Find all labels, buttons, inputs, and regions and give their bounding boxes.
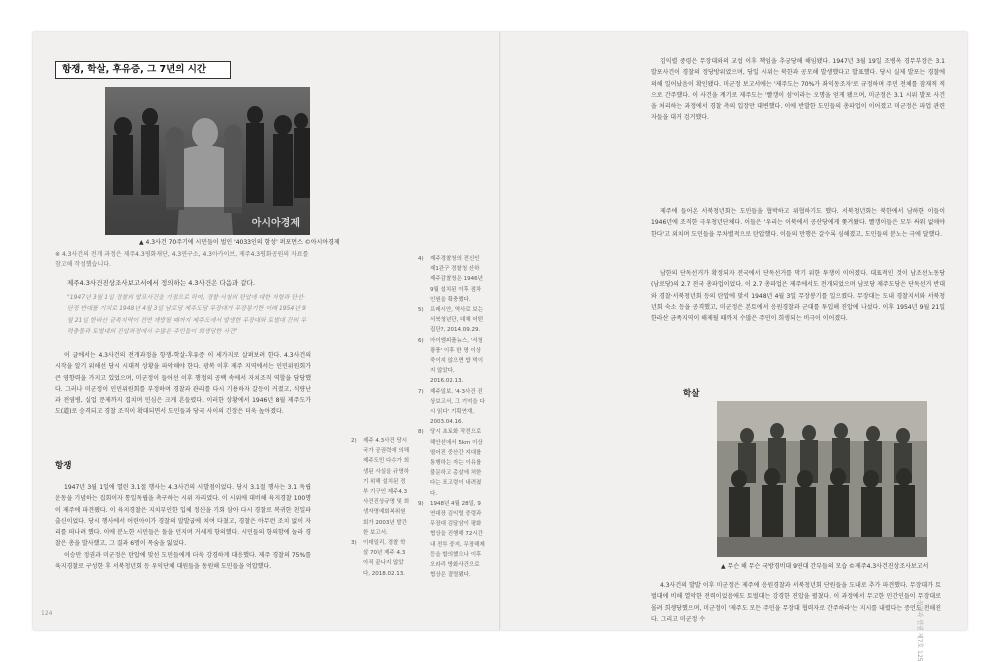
right-paragraph-3: 남한의 단독선거가 확정되자 전국에서 단독선거를 막기 위한 투쟁이 이어졌다. 대표적인 것이 남조선노동당(남로당)의 2.7 전국 총파업이었다. 이 2.7 총파업은 제주에서도 전개되었으며 남로당 제주도당은 단독선거 반대와 경찰·서북청년회 등의 탄압에 맞서 1948년 4월 3일 무장봉기를 일으켰다. 무장대는 도내 경찰지서와 서북청년회 숙소 등을 공격했고, 미군정은 본토에서 응원경찰과 군대를 투입해 진압에 나섰다. 이후 1954년 9월 21일 한라산 금족지역이 해제될 때까지 수많은 주민이 희생되는 비극이 이어졌다. (651, 270, 945, 323)
footnote: 7) 제주일보, '4·3사건 진상보고서, 그 기억을 다시 읽다' 기획연재, 2003.04.16. (418, 388, 485, 426)
protest-performance-photo (105, 87, 310, 235)
running-head: 공익과 인권 제7호 (916, 600, 923, 649)
resistance-paragraph-2: 이승만 정권과 미군정은 탄압에 맞선 도민들에게 더욱 강경하게 대응했다. 제주 경찰의 75%를 육지경찰로 구성한 후 서북청년회 등 우익단체 대원들을 동원해 도민들을 억압했다. (55, 551, 311, 571)
resistance-paragraph-1: 1947년 3월 1일에 열린 3.1절 행사는 4.3사건의 시발점이었다. 당시 3.1절 행사는 3.1 독립운동을 기념하는 집회이자 통일독립을 촉구하는 시위 자리였다. 이 시위에 대비해 육지경찰 100명이 제주에 파견됐다. 이 육지경찰은 지치부인한 입체 정신을 기회 삼아 다시 경찰로 복귀한 친일파 출신이었다. 당시 행사에서 어린아이가 경찰의 말발굽에 치여 다쳤고, 경찰은 아무런 조치 없이 자리를 떠나려 했다. 이에 분노한 시민들은 돌을 던지며 거세게 항의했다. 시민들의 항의함에 놀라 경찰은 총을 발사했고, 그 결과 6명이 목숨을 잃었다. (55, 484, 311, 548)
page-number-right-value: 125 (916, 650, 923, 662)
definition-quote: "1947년 3월 1일 경찰의 발포사건을 기점으로 하여, 경찰·서청의 탄압에 대한 저항과 단선·단정 반대를 기치로 1948년 4월 3일 남로당 제주도당 무장대가 무장봉기한 이래 1954년 9월 21일 한라산 금족지역이 전면 개방될 때까지 제주도에서 발생한 무장대와 토벌대 간의 무력충돌과 토벌대의 진압과정에서 수많은 주민들이 희생당한 사건" (67, 294, 307, 335)
footnote: 5) 프레시안, 역사로 보는 서북청년단, 대체 어떤 집단?, 2014.09.29. (418, 307, 484, 334)
section-heading-massacre: 학살 (683, 389, 700, 399)
right-column-top (651, 56, 945, 204)
section-title-box: 항쟁, 학살, 후유증, 그 7년의 시간 (55, 61, 231, 79)
right-column-middle (651, 206, 945, 264)
photo-bottom-caption: ▲ 무슨 해 무슨 국방경비대 9연대 간부들의 모습 ©제주4.3사건진상조사보고서 (721, 563, 929, 570)
footnotes-column-1 (351, 436, 409, 606)
right-paragraph-2: 제주에 들어온 서북청년회는 도민들을 협박하고 위협하기도 했다. 서북청년회는 북한에서 남하한 이들이 1946년에 조직한 극우청년단체다. 이들은 '우리는 이북에서 공산당에게 쫓겨왔다. 빨갱이들은 모두 싸워 없애야 한다'고 외치며 도민들을 무차별적으로 탄압했다. 이들의 만행은 갈수록 심해졌고, 도민들의 분노는 극에 달했다. (651, 208, 945, 238)
page-gutter (499, 32, 501, 630)
resistance-column (55, 482, 311, 614)
footnote: 6) 아이엠피플뉴스, '서청 광풍' 이후 한 명 이상 죽이지 않으면 밥 먹이지 않았다, 2016.02.13. (418, 337, 484, 385)
footnote: 8) 당시 초토화 작전으로 해안선에서 5km 이상 떨어진 중산간 지대를 통행하는 자는 이유를 불문하고 총살에 처한다는 포고령이 내려졌다. (418, 429, 483, 497)
right-paragraph-1: 김익렬 중령은 무장대와의 교섭 이후 책임을 추궁당해 해임됐다. 1947년 3월 19일 조병옥 경무부장은 3.1 발포사건이 경찰의 정당방위였으며, 당일 시위는 북한과 공모해 발생했다고 발표했다. 당시 실제 발포는 경찰에 의해 일어났음이 확인됐다. 미군정 보고서에는 '제주도는 70%가 좌익동조자'로 규정하며 주민 전체를 잠재적 적으로 간주했다. 이 사건을 계기로 제주도는 '빨갱이 섬'이라는 오명을 얻게 됐으며, 미군정은 3.1 시위 발포 사건을 처리하는 과정에서 경찰 측의 입장만 대변했다. 이에 반발한 도민들의 총파업이 이어졌고 미군정은 파업 관련자들을 대거 검거했다. (651, 58, 945, 122)
massacre-column (651, 580, 941, 626)
footnotes-column-2 (418, 254, 486, 624)
definition-lead: 제주4.3사건진상조사보고서에서 정의하는 4.3사건은 다음과 같다. (67, 279, 255, 287)
footnote: 2) 제주 4.3사건 당시 국가 공권력에 의해 제주도민 다수가 희생된 사실을 규명하기 위해 설치된 정부 기구인 제주4.3사건진상규명 및 희생자명예회복위원회가 2003년 발간한 보고서. (351, 438, 410, 536)
footnote: 4) 제주경찰청의 전신인 제1관구 경찰청 산하 제주감찰청은 1946년 9월 설치된 이후 점차 인원을 확충했다. (418, 256, 483, 303)
massacre-paragraph: 4.3사건의 발발 이후 미군정은 제주에 응원경찰과 서북청년회 단원들을 도내로 추가 파견했다. 무장대가 토벌대에 비해 열악한 전력이었음에도 토벌대는 강경한 진압을 펼쳤다. 이 과정에서 무고한 민간인들이 무장대로 몰려 희생당했으며, 미군정이 '제주도 모든 주민을 무장대 협력자로 간주하라'는 지시를 내렸다는 증언도 전해진다. 그리고 미군정 수 (651, 582, 941, 623)
right-column-lower (651, 268, 945, 374)
page-number-left: 124 (41, 610, 53, 617)
source-note: ※ 4.3사건의 전개 과정은 제주4.3평화재단, 4.3연구소, 4.3아카이브, 제주4.3평화공원의 자료를 참고해 작성했습니다. (55, 251, 309, 268)
photo-top-caption: ▲ 4.3사건 70주기에 시민들이 벌인 '4033인의 함성' 퍼포먼스 ©아시아경제 (139, 239, 340, 246)
regiment-officers-photo (717, 401, 927, 557)
footnote: 9) 1948년 4월 28일, 9연대장 김익렬 중령과 무장대 김달삼이 평화협상을 진행해 72시간 내 전투 중지, 무장해제 등을 합의했으나 이후 오라리 방화사건으로 협상은 결렬됐다. (418, 500, 485, 579)
intro-paragraph-column (55, 350, 311, 444)
footnote: 3) 이데일리, 경찰 학살 70년 제주 4.3 아직 끝나지 않았다, 2018.02.13. (351, 540, 406, 577)
section-heading-resistance: 항쟁 (55, 461, 72, 471)
photo-watermark: 아시아경제 (251, 218, 300, 229)
magazine-spread (33, 32, 967, 662)
intro-paragraph: 이 글에서는 4.3사건의 전개과정을 항쟁-학살-후유증 이 세가지로 살펴보려 한다. 4.3사건의 시작을 알기 위해선 당시 시대적 상황을 파악해야 한다. 광복 이후 제주 지역에서는 인민위원회가 큰 영향력을 가지고 있었으며, 미군정이 들어선 이후 행정의 공백 속에서 자치조직 역할을 담당했다. 그러나 미군정이 인민위원회를 부정하며 경찰과 관리를 다시 기용하자 갈등이 커졌고, 식량난과 전염병, 실업 문제까지 겹치며 민심은 크게 흔들렸다. 이러한 상황에서 1946년 8월 제주도가 도(道)로 승격되고 경찰 조직이 확대되면서 도민들과 당국 사이의 긴장은 더욱 높아졌다. (55, 352, 311, 416)
page-number-right (916, 600, 925, 662)
